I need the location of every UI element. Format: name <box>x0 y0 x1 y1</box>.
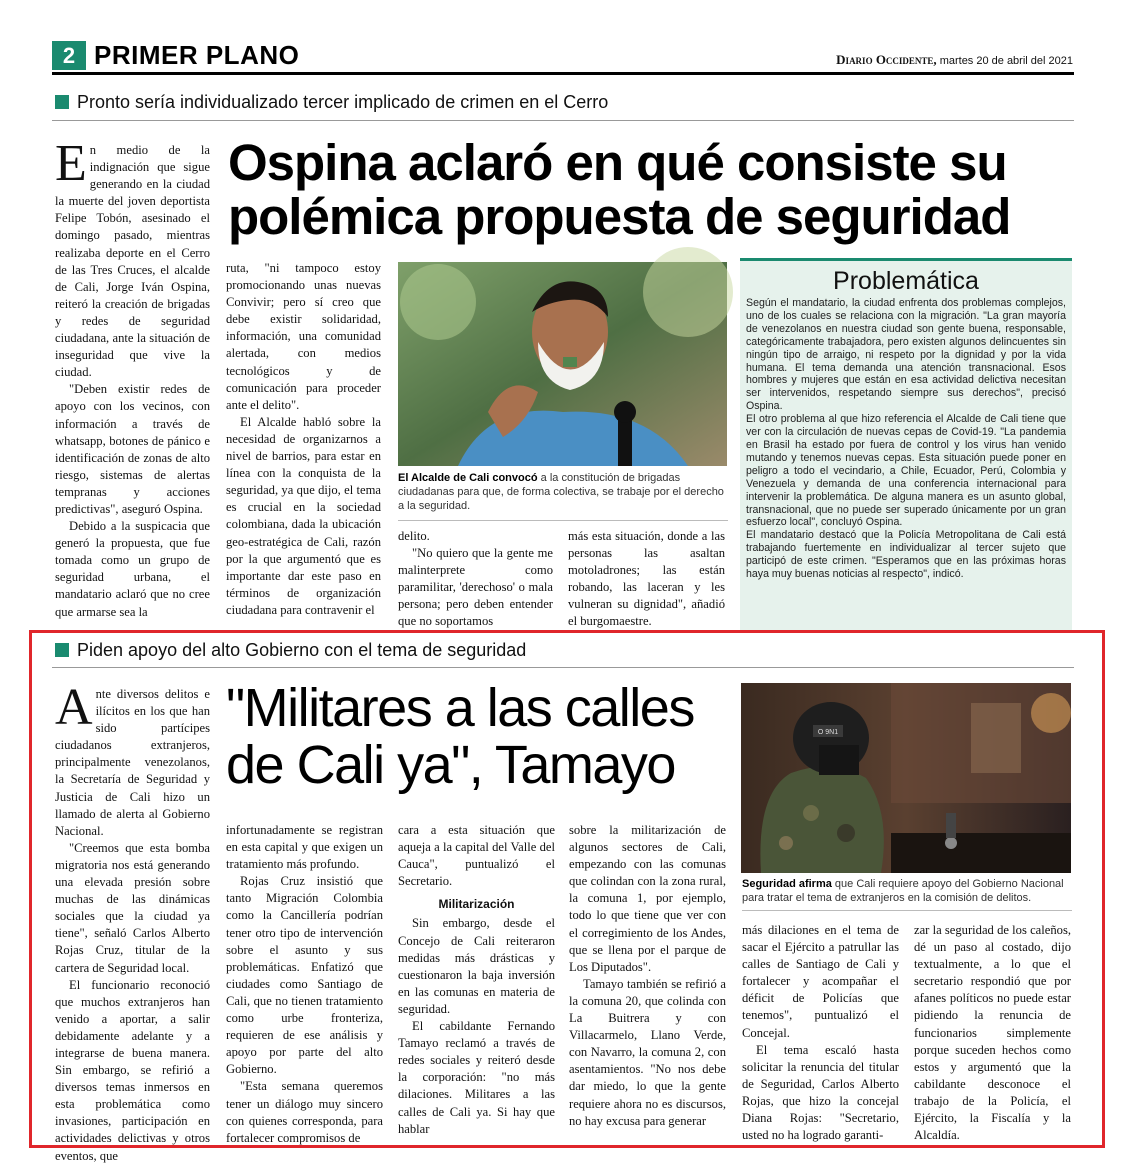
story2-kicker-text: Piden apoyo del alto Gobierno con el tema de seguridad <box>77 640 527 660</box>
story2-col5 <box>742 922 899 1143</box>
story1-headline <box>228 136 1078 243</box>
story1-col2 <box>226 260 381 628</box>
story1-headline-line1: Ospina aclaró en qué consiste su <box>228 134 1007 191</box>
story1-col1-lead: n medio de la indignación que sigue generando en la ciudad la muerte del joven deportista Felipe Tobón, asesinado el domingo pasado, mientras realizaba deporte en el Cerro de las Tres Cruces, el alcalde de Cali, Jorge Iván Ospina, reiteró la creación de brigadas y redes de seguridad ciudadana, ante la situación de inseguridad que vive la ciudad. <box>55 143 210 380</box>
story2-col6-p1: zar la seguridad de los caleños, dé un paso al costado, dijo textualmente, a lo que el secretario respondió que por afanes políticos no puede estar pidiendo la renuncia de funcionarios simplemente porque suceden hechos como estos y argumentó que la cabildante desconoce el trabajo de la Policía, el Ejército, la Fiscalía y la Alcaldía. <box>914 923 1071 1143</box>
story1-dropcap: E <box>55 135 87 192</box>
story2-caption <box>742 877 1072 905</box>
story1-col1-p3: Debido a la suspicacia que generó la propuesta, que fue tomada como un grupo de seguridad urbana, el mandatario aclaró que no cree que armarse sea la <box>55 519 210 619</box>
story2-col3-p3: El cabildante Fernando Tamayo reclamó a través de redes sociales y reiteró desde la corporación: "no más dilaciones. Militares a las calles de Cali ya. Si hay que hablar <box>398 1019 555 1136</box>
problematica-p1: Según el mandatario, la ciudad enfrenta dos problemas complejos, uno de los cuales se relaciona con la migración. "La gran mayoría de venezolanos en nuestra ciudad son gente buena, responsable, categóricamente trabajadora, pero existen algunos delincuentes sin ningún tipo de arraigo, ni respeto por la dignidad y por la vida humana. El tema demanda una atención transnacional. Esos hombres y mujeres que están en esa actividad delictiva necesitan ser intervenidos, respetando siempre sus derechos", precisó Ospina. <box>746 297 1066 413</box>
masthead <box>836 52 1073 68</box>
story2-col2-p1: infortunadamente se registran en esta capital y que exigen un tratamiento más profundo. <box>226 823 383 872</box>
story2-headline-line2: de Cali ya", Tamayo <box>226 734 675 795</box>
story1-col3 <box>398 528 553 628</box>
story1-caption <box>398 471 728 513</box>
story1-col4-p1: más esta situación, donde a las personas las asaltan motoladrones; las están robando, las laceran y les vulneran su dignidad", añadió el burgomaestre. <box>568 529 725 629</box>
story2-col1-p3: El funcionario reconoció que muchos extranjeros han venido a aportar, a salir debidamente adelante y a integrarse de buena manera. Sin embargo, se refirió a diversos temas inmersos en esta problemática como invasiones, participación en actividades delictivas y otros eventos, que <box>55 977 210 1163</box>
story1-kicker-rule <box>52 120 1074 121</box>
problematica-body <box>740 296 1072 581</box>
page-number-box <box>52 41 86 70</box>
story2-col4-p2: Tamayo también se refirió a la comuna 20, que colinda con La Buitrera y con Villacarmelo, Llano Verde, con Navarro, la comuna 2, con asentamientos. "No nos debe dar miedo, lo que la gente requiere ahora no es discursos, no hay excusa para generar <box>569 976 726 1128</box>
story1-col2-p1: ruta, "ni tampoco estoy promocionando unas nuevas Convivir; pero sí creo que debe existir solidaridad, información, una comunidad alertada, con medios tecnológicos y de comunicación para proceder ante el delito". <box>226 261 381 412</box>
story2-dropcap: A <box>55 679 93 736</box>
soldier-photo-illustration <box>741 683 1071 873</box>
story1-col1 <box>55 135 210 628</box>
story2-col1 <box>55 679 210 1163</box>
story2-caption-rest: que Cali requiere apoyo del Gobierno Nacional para tratar el tema de extranjeros en la comisión de delitos. <box>742 878 1064 904</box>
issue-date: martes 20 de abril del 2021 <box>939 55 1073 67</box>
problematica-p2: El otro problema al que hizo referencia el Alcalde de Cali tiene que ver con la circulación de nuevas cepas de Covid-19. "La pandemia en Brasil ha estado por fuera de control y los virus han venido mutando y tenemos nuevas cepas. Esta situación puede poner en peligro a todo el vecindario, a Chile, Ecuador, Perú, Colombia y Venezuela y demanda de una conferencia internacional para intervenir la problemática. De alguna manera es un asunto global, transnacional, que no puede ser superado únicamente por un gran esfuerzo local", concluyó Ospina. <box>746 413 1066 529</box>
story1-caption-bold: El Alcalde de Cali convocó <box>398 472 538 484</box>
story2-caption-bold: Seguridad afirma <box>742 878 832 890</box>
story2-col3-p2: Sin embargo, desde el Concejo de Cali reiteraron medidas más drásticas y cuestionaron la baja inversión en las comunas en materia de seguridad. <box>398 916 555 1016</box>
story2-col3 <box>398 822 555 1136</box>
story2-caption-rule <box>742 910 1072 911</box>
header-rule <box>52 72 1074 75</box>
story2-col1-lead: nte diversos delitos e ilícitos en los que han sido partícipes ciudadanos extranjeros, principalmente venezolanos, la Secretaría de Seguridad y Justicia de Cali hizo un llamado de alerta al Gobierno Nacional. <box>55 687 210 838</box>
story1-col2-p2: El Alcalde habló sobre la necesidad de organizarnos a nivel de barrios, para estar en línea con la conquista de la seguridad, ya que dijo, el tema es crucial en la sociedad colombiana, dada la ubicación geo-estratégica de Cali, razón por la que argumentó que es importante dar este paso en términos de organización ciudadana para contravenir el <box>226 414 381 617</box>
problematica-box <box>740 258 1072 631</box>
kicker-square-icon <box>55 643 69 657</box>
story2-headline <box>226 680 736 793</box>
story1-col4 <box>568 528 725 628</box>
page-number: 2 <box>62 43 76 68</box>
story2-col5-p1: más dilaciones en el tema de sacar el Ejército a patrullar las calles de Santiago de Cali y fortalecer y acompañar el déficit de Policías que tenemos", puntualizó el Concejal. <box>742 923 899 1040</box>
story1-photo <box>398 262 727 466</box>
story2-photo <box>741 683 1071 873</box>
story2-col1-p2: "Creemos que esta bomba migratoria nos está generando una elevada presión sobre muchas de las dinámicas sociales que la ciudad ya tiene", señaló Carlos Alberto Rojas Cruz, titular de la cartera de Seguridad local. <box>55 840 210 975</box>
story1-headline-line2: polémica propuesta de seguridad <box>228 187 1011 245</box>
problematica-p3: El mandatario destacó que la Policía Metropolitana de Cali está trabajando fuertemente en individualizar al tercer sujeto que participó de este crimen. "Esperamos que en las próximas horas haya muy buenas noticias al respecto", indicó. <box>746 529 1066 581</box>
story2-col3-p1: cara a esta situación que aqueja a la capital del Valle del Cauca", puntualizó el Secretario. <box>398 823 555 889</box>
story1-caption-rule <box>398 520 728 521</box>
story1-kicker-text: Pronto sería individualizado tercer implicado de crimen en el Cerro <box>77 92 609 112</box>
story2-col4 <box>569 822 726 1126</box>
story2-col5-p2: El tema escaló hasta solicitar la renuncia del titular de Seguridad, Carlos Alberto Rojas, que hizo la concejal Diana Rojas: "Secretario, usted no ha logrado garanti- <box>742 1042 899 1143</box>
story1-col3-p2: "No quiero que la gente me malinterprete como paramilitar, 'derechoso' o mala persona; pero deben entender que no soportamos <box>398 546 553 629</box>
story2-col2-p2: Rojas Cruz insistió que tanto Migración Colombia como la Cancillería podrían tener otro tipo de intervención sobre el asunto y sus problemáticas. Enfatizó que ciudades como Santiago de Cali, que no tienen tratamiento como urbe fronteriza, requieren de ese análisis y apoyo por parte del alto Gobierno. <box>226 874 383 1077</box>
story2-col2 <box>226 822 383 1145</box>
story2-kicker-rule <box>52 667 1074 668</box>
problematica-title: Problemática <box>833 267 979 295</box>
story2-subhead: Militarización <box>438 897 515 912</box>
story2-kicker <box>55 640 526 661</box>
story2-col4-p1: sobre la militarización de algunos sectores de Cali, empezando con las comunas que colindan con la zona rural, la comuna 1, por ejemplo, todo lo que tiene que ver con el corregimiento de los Andes, que se llena por el parque de Los Diputados". <box>569 823 726 974</box>
kicker-square-icon <box>55 95 69 109</box>
story1-col3-p1: delito. <box>398 529 430 543</box>
section-title: PRIMER PLANO <box>94 40 300 70</box>
helmet-patch: O 9N1 <box>817 729 839 736</box>
story2-col2-p3: "Esta semana queremos tener un diálogo muy sincero con quienes corresponda, para fortalecer compromisos de <box>226 1079 383 1145</box>
story2-headline-line1: "Militares a las calles <box>226 678 694 738</box>
story2-col6 <box>914 922 1071 1143</box>
story1-caption-rest: a la constitución de brigadas ciudadanas para que, de forma colectiva, se trabaje por el derecho a la seguridad. <box>398 472 724 512</box>
paper-name: Diario Occidente, <box>836 52 937 67</box>
story1-kicker <box>55 92 608 113</box>
story1-col1-p2: "Deben existir redes de apoyo con los vecinos, con información a través de whatsapp, botones de pánico e identificación de zonas de alto riesgo, sistemas de alertas tempranas y acciones predictivas", aseguró Ospina. <box>55 382 210 516</box>
mayor-photo-illustration <box>398 262 727 466</box>
